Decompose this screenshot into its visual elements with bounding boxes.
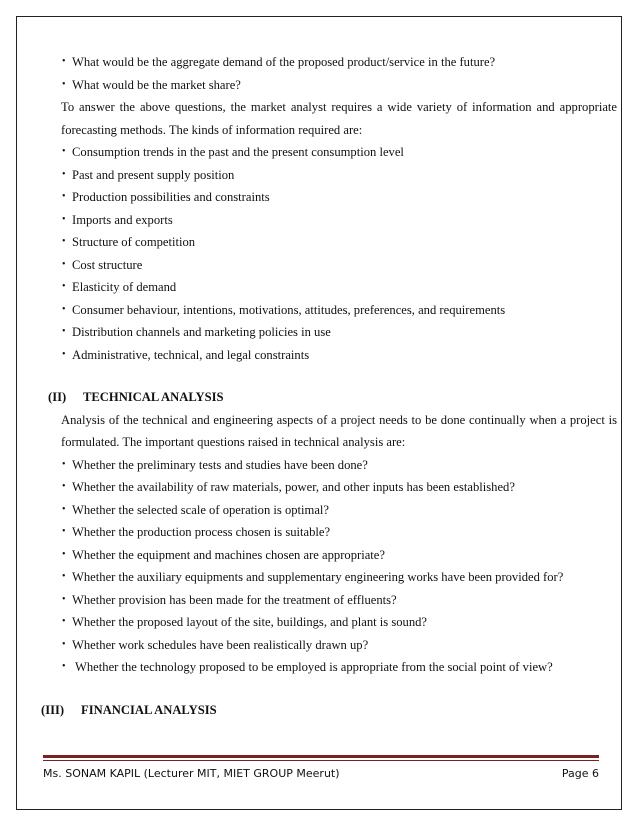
list-item: • Whether the technology proposed to be employed is appropriate from the social point of view?: [61, 656, 617, 679]
list-item: • Whether provision has been made for the treatment of effluents?: [61, 589, 617, 612]
bullet-icon: •: [62, 481, 66, 492]
bullet-icon: •: [62, 661, 66, 672]
bullet-icon: •: [62, 78, 66, 90]
section-number: (III): [41, 702, 65, 717]
list-item: • Production possibilities and constraints: [61, 186, 617, 209]
bullet-icon: •: [62, 638, 66, 650]
footer-rule-thick: [43, 755, 599, 758]
list-item: • Elasticity of demand: [61, 276, 617, 299]
market-analysis-paragraph: To answer the above questions, the market analyst requires a wide variety of information and appropriate forecasting methods. The kinds of information required are:: [61, 100, 617, 137]
list-item: • Past and present supply position: [61, 164, 617, 187]
bullet-icon: •: [62, 281, 66, 292]
technical-analysis-paragraph: Analysis of the technical and engineering aspects of a project needs to be done continually when a project is formulated. The important questions raised in technical analysis are:: [61, 412, 617, 449]
list-item: • Consumption trends in the past and the present consumption level: [61, 141, 617, 164]
list-item: • Whether the preliminary tests and studies have been done?: [61, 454, 617, 477]
bullet-icon: •: [62, 526, 66, 537]
list-item: • Whether the production process chosen is suitable?: [61, 521, 617, 544]
bullet-icon: •: [62, 458, 66, 470]
document-page: [16, 16, 622, 810]
list-item: • Imports and exports: [61, 209, 617, 232]
section-number: (II): [48, 390, 67, 404]
list-item: • Cost structure: [61, 254, 617, 277]
financial-analysis-heading: [41, 699, 617, 722]
section-title: TECHNICAL ANALYSIS: [83, 390, 224, 404]
bullet-icon: •: [62, 593, 66, 605]
bullet-icon: •: [62, 168, 66, 180]
list-item: • Administrative, technical, and legal constraints: [61, 344, 617, 367]
page-content: [41, 51, 617, 721]
list-item: • Whether the selected scale of operation is optimal?: [61, 499, 617, 522]
bullet-icon: •: [62, 258, 66, 270]
bullet-icon: •: [62, 303, 66, 315]
bullet-icon: •: [62, 571, 66, 582]
section-title: FINANCIAL ANALYSIS: [81, 702, 217, 717]
page-number: Page 6: [561, 766, 599, 780]
list-item: • Distribution channels and marketing policies in use: [61, 321, 617, 344]
bullet-icon: •: [62, 213, 66, 225]
bullet-icon: •: [62, 503, 66, 515]
bullet-icon: •: [62, 146, 66, 157]
technical-bullet-list: [61, 454, 617, 679]
bullet-icon: •: [62, 348, 66, 360]
technical-analysis-heading: [48, 386, 617, 409]
bullet-icon: •: [62, 191, 66, 202]
list-item: • Whether the equipment and machines chosen are appropriate?: [61, 544, 617, 567]
list-item: • Consumer behaviour, intentions, motivations, attitudes, preferences, and requirements: [61, 299, 617, 322]
list-item: • Whether work schedules have been realistically drawn up?: [61, 634, 617, 657]
information-bullet-list: [61, 141, 617, 366]
list-item: • What would be the aggregate demand of the proposed product/service in the future?: [61, 51, 617, 74]
bullet-icon: •: [62, 616, 66, 627]
list-item: • Structure of competition: [61, 231, 617, 254]
page-footer: [43, 763, 599, 783]
footer-rule-thin: [43, 760, 599, 761]
footer-author: Ms. SONAM KAPIL (Lecturer MIT, MIET GROUP Meerut): [43, 766, 340, 780]
bullet-icon: •: [62, 548, 66, 560]
list-item: • Whether the proposed layout of the site, buildings, and plant is sound?: [61, 611, 617, 634]
bullet-icon: •: [62, 236, 66, 247]
bullet-icon: •: [62, 326, 66, 337]
intro-bullet-list: [61, 51, 617, 96]
bullet-icon: •: [62, 56, 66, 67]
list-item: • Whether the availability of raw materials, power, and other inputs has been established?: [61, 476, 617, 499]
list-item: • Whether the auxiliary equipments and supplementary engineering works have been provided for?: [61, 566, 617, 589]
list-item: • What would be the market share?: [61, 74, 617, 97]
